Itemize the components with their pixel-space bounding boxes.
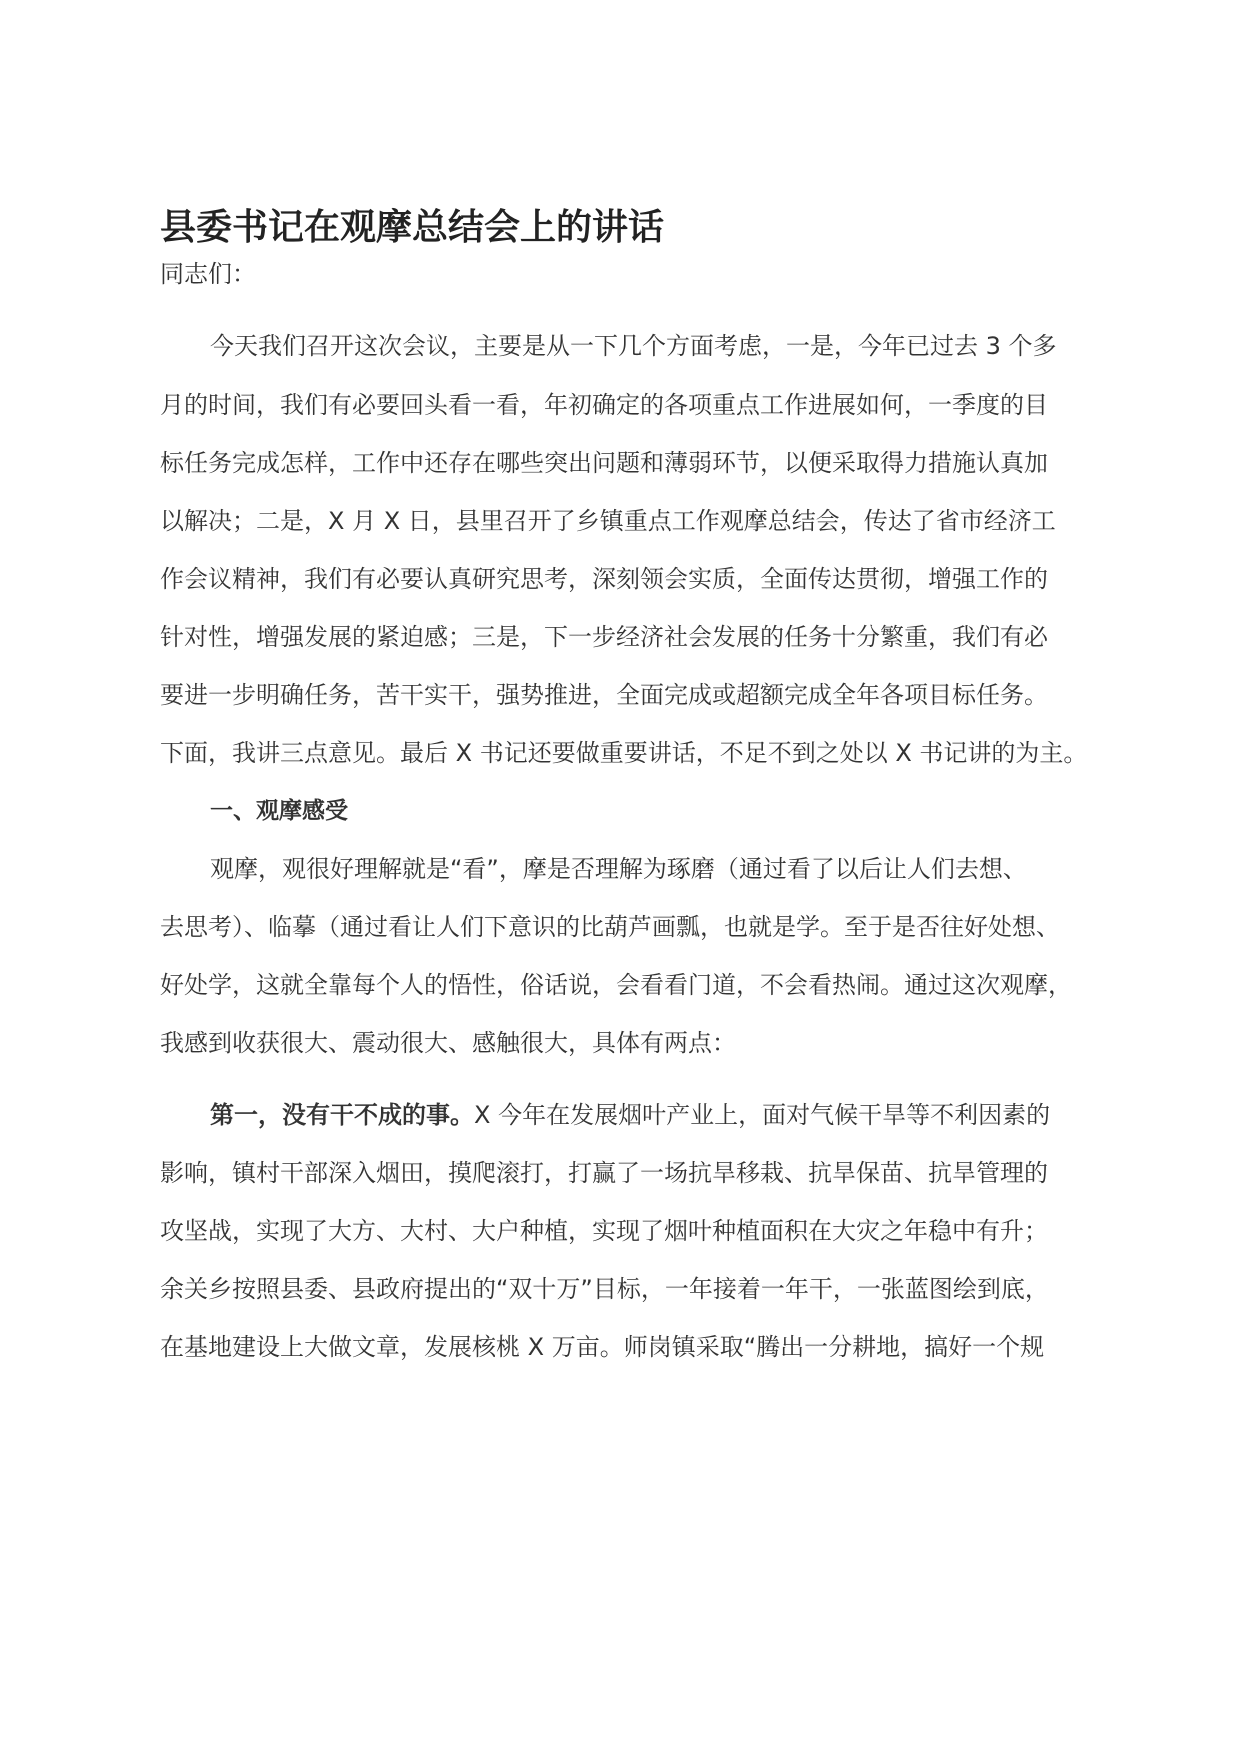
paragraph-line: 我感到收获很大、震动很大、感触很大，具体有两点： — [160, 1029, 736, 1057]
paragraph-line: 观摩，观很好理解就是“看”，摩是否理解为琢磨（通过看了以后让人们去想、 — [210, 855, 1027, 883]
paragraph-line: 要进一步明确任务，苦干实干，强势推进，全面完成或超额完成全年各项目标任务。 — [160, 681, 1048, 709]
paragraph-line: 影响，镇村干部深入烟田，摸爬滚打，打赢了一场抗旱移栽、抗旱保苗、抗旱管理的 — [160, 1159, 1048, 1187]
paragraph-line: 余关乡按照县委、县政府提出的“双十万”目标，一年接着一年干，一张蓝图绘到底， — [160, 1275, 1049, 1303]
paragraph-line: 作会议精神，我们有必要认真研究思考，深刻领会实质，全面传达贯彻，增强工作的 — [160, 565, 1048, 593]
paragraph-line: 标任务完成怎样，工作中还存在哪些突出问题和薄弱环节，以便采取得力措施认真加 — [160, 449, 1048, 477]
paragraph-line: 以解决；二是，X 月 X 日，县里召开了乡镇重点工作观摩总结会，传达了省市经济工 — [160, 507, 1056, 535]
salutation: 同志们： — [160, 260, 256, 288]
paragraph-line: 针对性，增强发展的紧迫感；三是，下一步经济社会发展的任务十分繁重，我们有必 — [160, 623, 1048, 651]
paragraph-line: 今天我们召开这次会议，主要是从一下几个方面考虑，一是，今年已过去 3 个多 — [210, 332, 1057, 360]
document-title: 县委书记在观摩总结会上的讲话 — [160, 207, 665, 248]
lead-rest-text: X 今年在发展烟叶产业上，面对气候干旱等不利因素的 — [474, 1101, 1051, 1129]
paragraph-line-lead — [210, 1097, 1050, 1133]
paragraph-line: 在基地建设上大做文章，发展核桃 X 万亩。师岗镇采取“腾出一分耕地，搞好一个规 — [160, 1333, 1045, 1361]
paragraph-line: 攻坚战，实现了大方、大村、大户种植，实现了烟叶种植面积在大灾之年稳中有升； — [160, 1217, 1048, 1245]
emphasis-lead: 第一，没有干不成的事。 — [210, 1101, 474, 1129]
paragraph-line: 下面，我讲三点意见。最后 X 书记还要做重要讲话，不足不到之处以 X 书记讲的为主。 — [160, 739, 1088, 767]
paragraph-line: 月的时间，我们有必要回头看一看，年初确定的各项重点工作进展如何，一季度的目 — [160, 391, 1048, 419]
paragraph-line: 去思考）、临摹（通过看让人们下意识的比葫芦画瓢，也就是学。至于是否往好处想、 — [160, 913, 1060, 941]
paragraph-line: 好处学，这就全靠每个人的悟性，俗话说，会看看门道，不会看热闹。通过这次观摩， — [160, 971, 1072, 999]
section-heading: 一、观摩感受 — [210, 798, 348, 824]
